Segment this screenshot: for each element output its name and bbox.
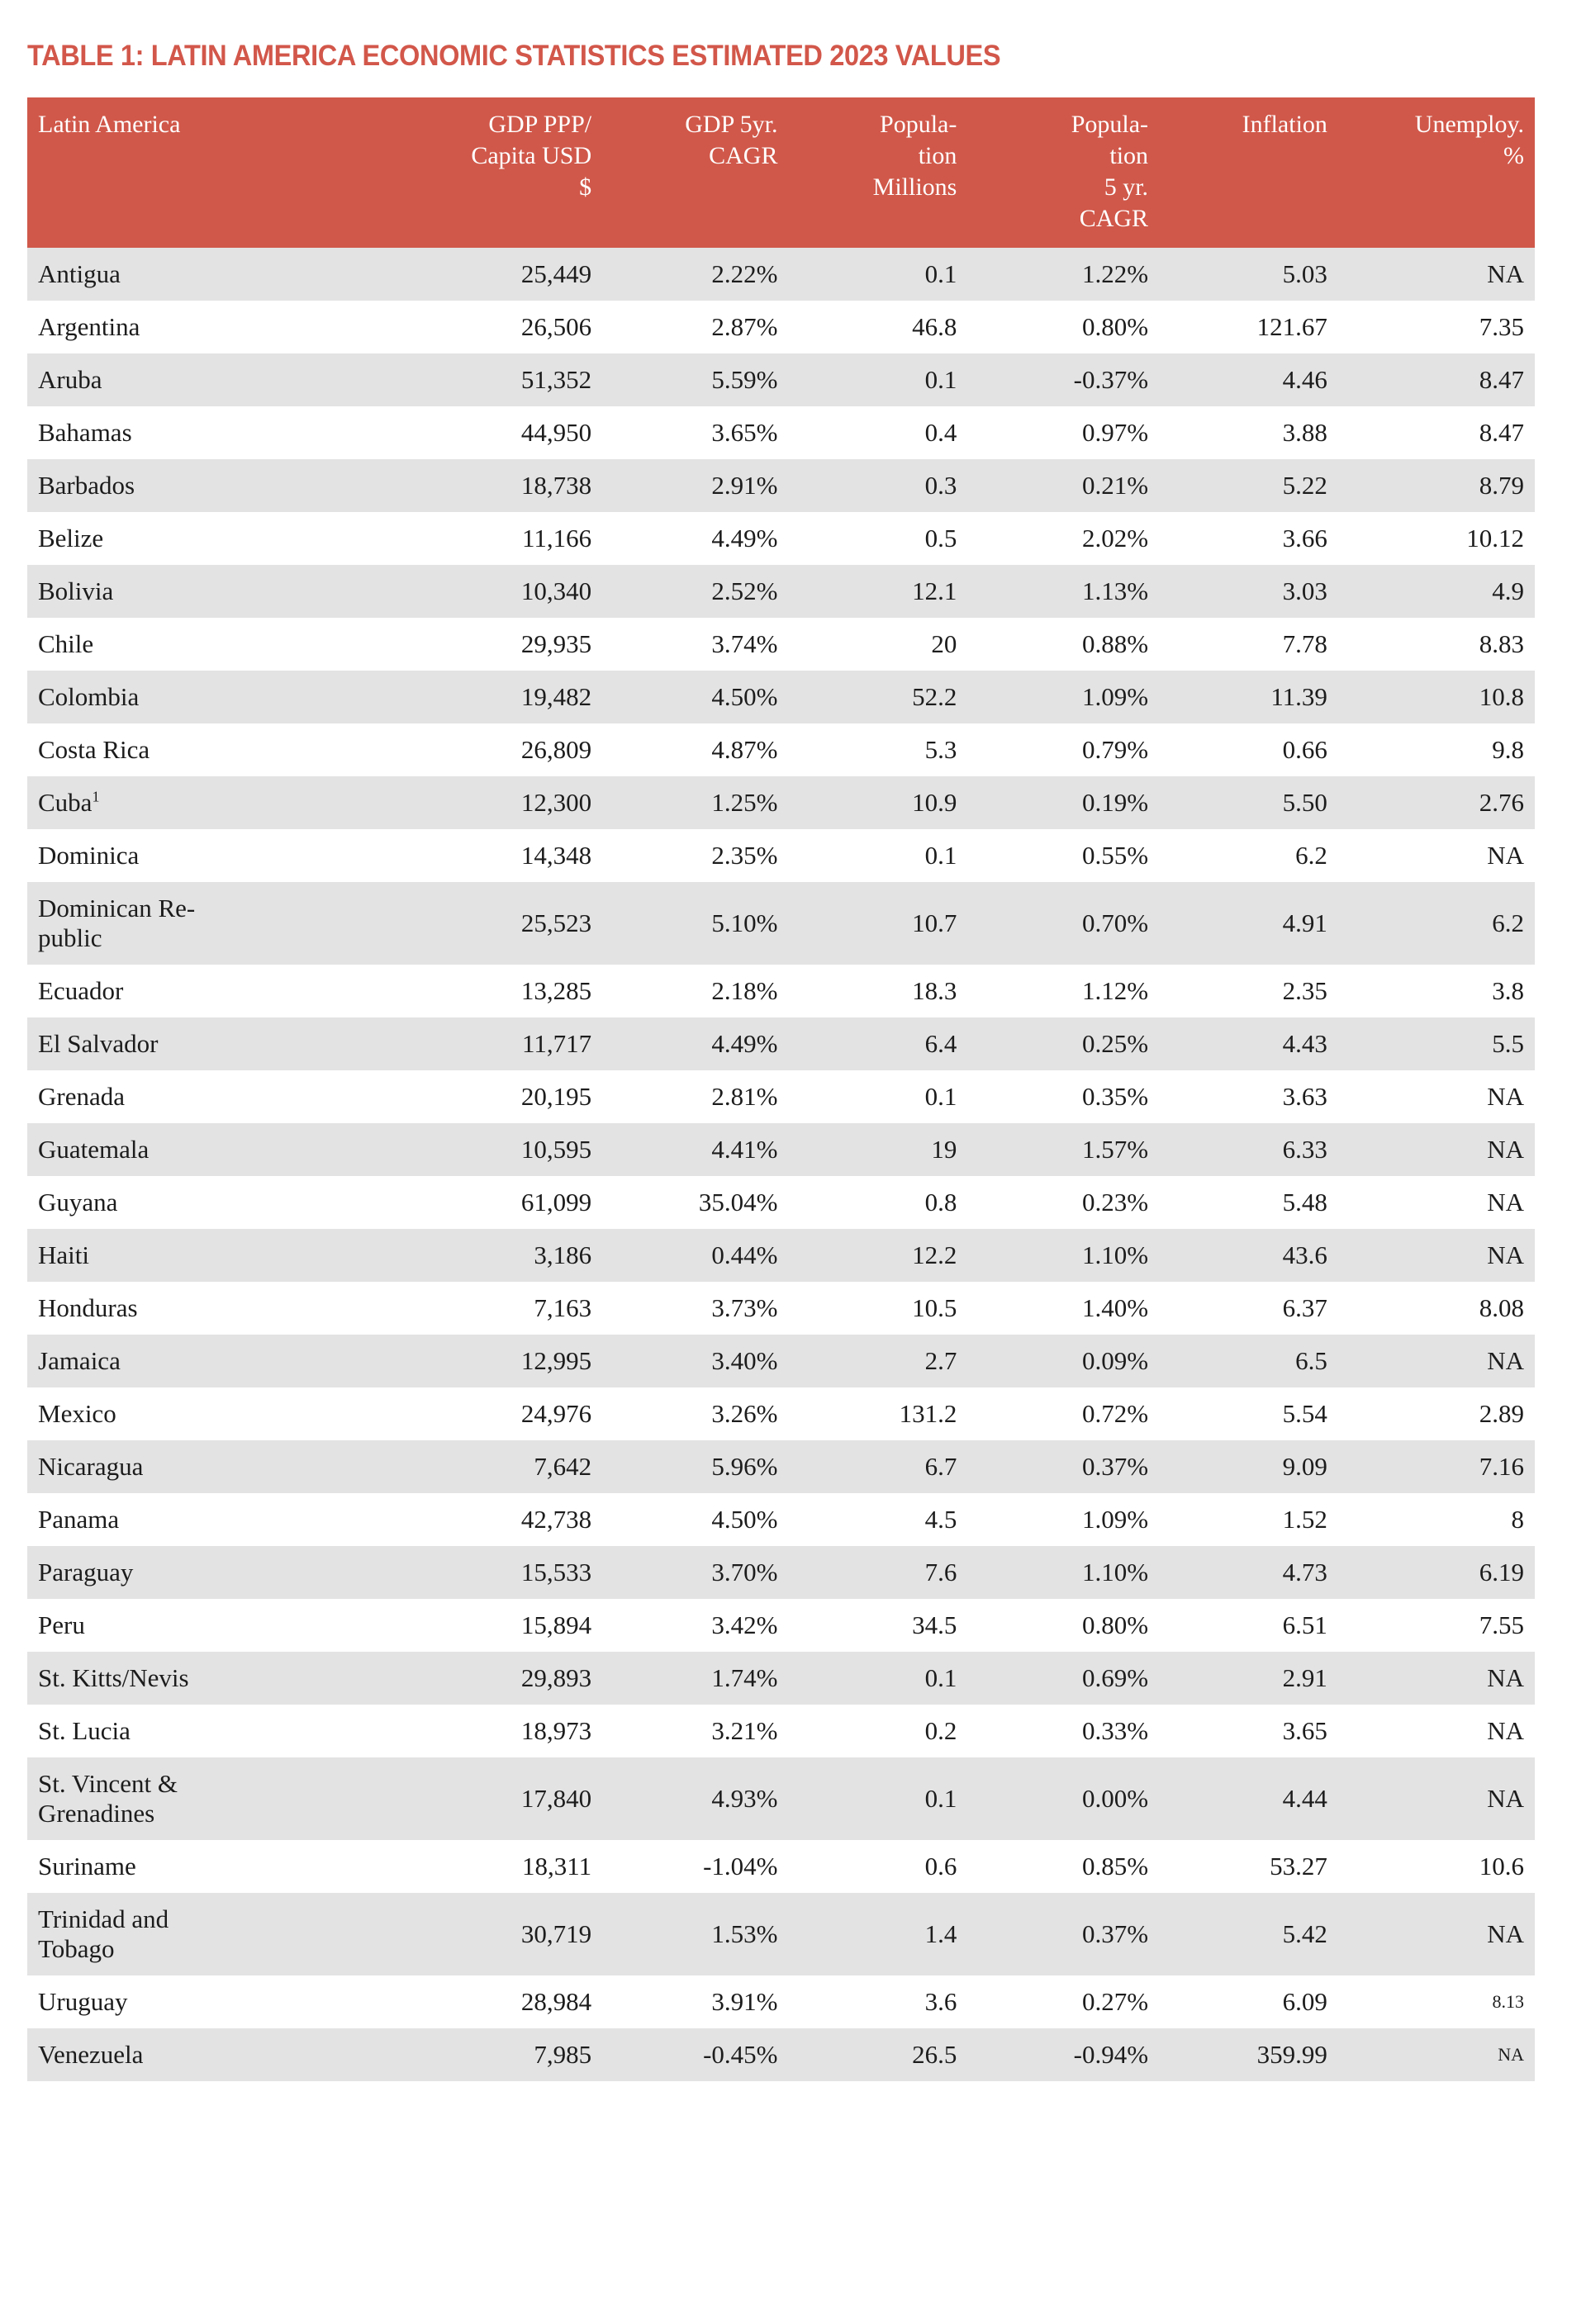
column-header-line: Capita USD <box>471 142 592 169</box>
table-row <box>27 353 1535 406</box>
table-row <box>27 1440 1535 1493</box>
cell-unemploy: 8.83 <box>1338 618 1535 671</box>
cell-unemploy: NA <box>1338 248 1535 301</box>
cell-pop_cagr: 0.97% <box>967 406 1159 459</box>
cell-pop_cagr: 0.85% <box>967 1840 1159 1893</box>
cell-gdp_ppp: 61,099 <box>377 1176 602 1229</box>
table-row <box>27 1070 1535 1123</box>
cell-gdp_ppp: 28,984 <box>377 1975 602 2028</box>
column-header-line: % <box>1503 142 1524 169</box>
cell-country: Belize <box>27 512 377 565</box>
table-row <box>27 882 1535 965</box>
table-row <box>27 1493 1535 1546</box>
cell-inflation: 5.54 <box>1159 1387 1338 1440</box>
cell-country: St. Vincent & Grenadines <box>27 1757 377 1840</box>
cell-gdp_ppp: 12,995 <box>377 1335 602 1387</box>
cell-pop: 0.2 <box>788 1705 967 1757</box>
table-row <box>27 1840 1535 1893</box>
cell-pop_cagr: 1.10% <box>967 1229 1159 1282</box>
column-header-line: 5 yr. <box>1104 173 1149 201</box>
table-row <box>27 618 1535 671</box>
cell-pop_cagr: 0.35% <box>967 1070 1159 1123</box>
cell-gdp_cagr: 3.42% <box>602 1599 788 1652</box>
cell-gdp_cagr: 4.87% <box>602 723 788 776</box>
cell-gdp_ppp: 10,340 <box>377 565 602 618</box>
cell-inflation: 53.27 <box>1159 1840 1338 1893</box>
cell-unemploy: NA <box>1338 1893 1535 1975</box>
cell-gdp_ppp: 51,352 <box>377 353 602 406</box>
cell-gdp_cagr: 3.73% <box>602 1282 788 1335</box>
table-row <box>27 829 1535 882</box>
cell-unemploy: 2.89 <box>1338 1387 1535 1440</box>
cell-pop: 10.7 <box>788 882 967 965</box>
cell-gdp_ppp: 24,976 <box>377 1387 602 1440</box>
cell-country: Guatemala <box>27 1123 377 1176</box>
cell-pop: 2.7 <box>788 1335 967 1387</box>
cell-inflation: 6.51 <box>1159 1599 1338 1652</box>
cell-unemploy: 8.08 <box>1338 1282 1535 1335</box>
cell-gdp_cagr: 4.41% <box>602 1123 788 1176</box>
cell-pop_cagr: -0.94% <box>967 2028 1159 2081</box>
cell-unemploy: 10.6 <box>1338 1840 1535 1893</box>
cell-gdp_cagr: 3.21% <box>602 1705 788 1757</box>
cell-gdp_ppp: 12,300 <box>377 776 602 829</box>
cell-pop: 3.6 <box>788 1975 967 2028</box>
column-header-line: Inflation <box>1242 111 1327 138</box>
cell-pop_cagr: 0.33% <box>967 1705 1159 1757</box>
cell-country: Costa Rica <box>27 723 377 776</box>
cell-gdp_ppp: 14,348 <box>377 829 602 882</box>
cell-gdp_cagr: 4.50% <box>602 671 788 723</box>
cell-inflation: 3.66 <box>1159 512 1338 565</box>
cell-gdp_cagr: 2.18% <box>602 965 788 1017</box>
table-header <box>27 97 1535 248</box>
cell-gdp_ppp: 15,533 <box>377 1546 602 1599</box>
cell-gdp_ppp: 11,166 <box>377 512 602 565</box>
cell-pop_cagr: 0.80% <box>967 301 1159 353</box>
cell-pop: 0.1 <box>788 1757 967 1840</box>
cell-inflation: 4.43 <box>1159 1017 1338 1070</box>
cell-gdp_cagr: -1.04% <box>602 1840 788 1893</box>
table-header-row <box>27 97 1535 248</box>
cell-pop_cagr: 1.09% <box>967 1493 1159 1546</box>
page-title: TABLE 1: LATIN AMERICA ECONOMIC STATISTICS ESTIMATED 2023 VALUES <box>27 40 1001 72</box>
cell-gdp_cagr: 4.93% <box>602 1757 788 1840</box>
cell-country: Cuba$^1$ <box>27 776 377 829</box>
cell-pop_cagr: 0.19% <box>967 776 1159 829</box>
cell-gdp_ppp: 15,894 <box>377 1599 602 1652</box>
column-header-pop <box>788 97 967 248</box>
cell-pop_cagr: 0.80% <box>967 1599 1159 1652</box>
column-header-line: Popula- <box>1071 111 1149 138</box>
cell-gdp_cagr: 2.52% <box>602 565 788 618</box>
cell-country: Chile <box>27 618 377 671</box>
cell-unemploy: NA <box>1338 2028 1535 2081</box>
cell-gdp_cagr: 4.49% <box>602 1017 788 1070</box>
cell-country: Colombia <box>27 671 377 723</box>
cell-gdp_ppp: 3,186 <box>377 1229 602 1282</box>
table-row <box>27 2028 1535 2081</box>
cell-unemploy: 2.76 <box>1338 776 1535 829</box>
cell-gdp_ppp: 10,595 <box>377 1123 602 1176</box>
cell-pop_cagr: 0.37% <box>967 1440 1159 1493</box>
cell-gdp_ppp: 26,809 <box>377 723 602 776</box>
cell-inflation: 0.66 <box>1159 723 1338 776</box>
cell-country: Dominican Re- public <box>27 882 377 965</box>
cell-pop_cagr: 0.88% <box>967 618 1159 671</box>
cell-gdp_ppp: 25,523 <box>377 882 602 965</box>
column-header-inflation <box>1159 97 1338 248</box>
column-header-gdp_cagr <box>602 97 788 248</box>
cell-pop_cagr: 2.02% <box>967 512 1159 565</box>
cell-unemploy: 8.47 <box>1338 353 1535 406</box>
cell-inflation: 43.6 <box>1159 1229 1338 1282</box>
cell-unemploy: 8.79 <box>1338 459 1535 512</box>
cell-pop: 12.1 <box>788 565 967 618</box>
column-header-line: Latin America <box>38 111 181 138</box>
cell-inflation: 6.09 <box>1159 1975 1338 2028</box>
cell-country: Dominica <box>27 829 377 882</box>
table-row <box>27 1123 1535 1176</box>
column-header-line: CAGR <box>709 142 778 169</box>
cell-unemploy: 9.8 <box>1338 723 1535 776</box>
cell-gdp_ppp: 19,482 <box>377 671 602 723</box>
cell-gdp_cagr: 3.74% <box>602 618 788 671</box>
column-header-line: Popula- <box>880 111 957 138</box>
cell-gdp_ppp: 17,840 <box>377 1757 602 1840</box>
cell-gdp_cagr: 1.25% <box>602 776 788 829</box>
cell-pop: 34.5 <box>788 1599 967 1652</box>
cell-gdp_ppp: 18,311 <box>377 1840 602 1893</box>
cell-inflation: 5.42 <box>1159 1893 1338 1975</box>
cell-inflation: 7.78 <box>1159 618 1338 671</box>
cell-country: Panama <box>27 1493 377 1546</box>
cell-country: Paraguay <box>27 1546 377 1599</box>
cell-pop_cagr: 0.09% <box>967 1335 1159 1387</box>
table-row <box>27 248 1535 301</box>
cell-gdp_ppp: 25,449 <box>377 248 602 301</box>
cell-inflation: 121.67 <box>1159 301 1338 353</box>
cell-pop_cagr: 0.23% <box>967 1176 1159 1229</box>
cell-unemploy: NA <box>1338 1335 1535 1387</box>
cell-gdp_ppp: 7,163 <box>377 1282 602 1335</box>
cell-gdp_cagr: 2.91% <box>602 459 788 512</box>
cell-unemploy: 6.2 <box>1338 882 1535 965</box>
cell-pop: 0.1 <box>788 829 967 882</box>
cell-pop: 0.8 <box>788 1176 967 1229</box>
cell-gdp_cagr: 3.40% <box>602 1335 788 1387</box>
cell-gdp_cagr: 2.22% <box>602 248 788 301</box>
cell-unemploy: 7.16 <box>1338 1440 1535 1493</box>
cell-pop: 52.2 <box>788 671 967 723</box>
cell-pop: 18.3 <box>788 965 967 1017</box>
table-row <box>27 1017 1535 1070</box>
cell-gdp_ppp: 11,717 <box>377 1017 602 1070</box>
cell-gdp_cagr: 2.81% <box>602 1070 788 1123</box>
table-row <box>27 512 1535 565</box>
table-row <box>27 406 1535 459</box>
cell-inflation: 3.63 <box>1159 1070 1338 1123</box>
cell-gdp_ppp: 44,950 <box>377 406 602 459</box>
table-row <box>27 1229 1535 1282</box>
cell-country: St. Lucia <box>27 1705 377 1757</box>
cell-gdp_cagr: 3.26% <box>602 1387 788 1440</box>
cell-pop: 0.1 <box>788 248 967 301</box>
cell-pop: 10.9 <box>788 776 967 829</box>
cell-gdp_cagr: 3.65% <box>602 406 788 459</box>
cell-pop: 12.2 <box>788 1229 967 1282</box>
cell-pop_cagr: 0.37% <box>967 1893 1159 1975</box>
table-row <box>27 1757 1535 1840</box>
cell-inflation: 11.39 <box>1159 671 1338 723</box>
cell-pop_cagr: 0.25% <box>967 1017 1159 1070</box>
cell-inflation: 1.52 <box>1159 1493 1338 1546</box>
cell-pop_cagr: 1.40% <box>967 1282 1159 1335</box>
cell-pop: 19 <box>788 1123 967 1176</box>
cell-pop: 0.1 <box>788 353 967 406</box>
cell-country: Argentina <box>27 301 377 353</box>
column-header-line: Millions <box>872 173 957 201</box>
cell-country: Haiti <box>27 1229 377 1282</box>
cell-pop: 0.5 <box>788 512 967 565</box>
cell-country: Mexico <box>27 1387 377 1440</box>
cell-unemploy: 10.8 <box>1338 671 1535 723</box>
cell-gdp_cagr: 5.96% <box>602 1440 788 1493</box>
cell-gdp_ppp: 7,642 <box>377 1440 602 1493</box>
cell-unemploy: NA <box>1338 1757 1535 1840</box>
cell-pop: 0.1 <box>788 1652 967 1705</box>
cell-unemploy: NA <box>1338 1070 1535 1123</box>
cell-country: Peru <box>27 1599 377 1652</box>
cell-gdp_cagr: 35.04% <box>602 1176 788 1229</box>
cell-inflation: 4.46 <box>1159 353 1338 406</box>
cell-pop: 6.4 <box>788 1017 967 1070</box>
column-header-line: $ <box>579 173 592 201</box>
cell-gdp_ppp: 29,893 <box>377 1652 602 1705</box>
cell-country: Ecuador <box>27 965 377 1017</box>
table-row <box>27 1546 1535 1599</box>
table-row <box>27 1387 1535 1440</box>
cell-inflation: 6.37 <box>1159 1282 1338 1335</box>
cell-pop: 26.5 <box>788 2028 967 2081</box>
cell-unemploy: 6.19 <box>1338 1546 1535 1599</box>
cell-gdp_ppp: 7,985 <box>377 2028 602 2081</box>
cell-pop: 131.2 <box>788 1387 967 1440</box>
cell-country: Venezuela <box>27 2028 377 2081</box>
cell-inflation: 6.2 <box>1159 829 1338 882</box>
table-row <box>27 1893 1535 1975</box>
cell-gdp_ppp: 20,195 <box>377 1070 602 1123</box>
cell-country: Bahamas <box>27 406 377 459</box>
table-row <box>27 1705 1535 1757</box>
cell-gdp_cagr: 2.35% <box>602 829 788 882</box>
cell-gdp_ppp: 26,506 <box>377 301 602 353</box>
cell-pop_cagr: 1.22% <box>967 248 1159 301</box>
cell-unemploy: NA <box>1338 1705 1535 1757</box>
cell-country: Trinidad and Tobago <box>27 1893 377 1975</box>
cell-pop_cagr: 1.13% <box>967 565 1159 618</box>
table-row <box>27 1652 1535 1705</box>
cell-gdp_ppp: 18,738 <box>377 459 602 512</box>
cell-inflation: 5.48 <box>1159 1176 1338 1229</box>
cell-pop: 6.7 <box>788 1440 967 1493</box>
economic-statistics-table <box>27 97 1535 2081</box>
table-row <box>27 301 1535 353</box>
cell-gdp_cagr: 5.10% <box>602 882 788 965</box>
cell-unemploy: NA <box>1338 829 1535 882</box>
cell-gdp_cagr: 1.53% <box>602 1893 788 1975</box>
cell-unemploy: NA <box>1338 1123 1535 1176</box>
cell-country: Antigua <box>27 248 377 301</box>
cell-gdp_cagr: 2.87% <box>602 301 788 353</box>
cell-pop_cagr: -0.37% <box>967 353 1159 406</box>
table-row <box>27 459 1535 512</box>
column-header-unemploy <box>1338 97 1535 248</box>
cell-pop: 0.1 <box>788 1070 967 1123</box>
column-header-country <box>27 97 377 248</box>
cell-inflation: 5.22 <box>1159 459 1338 512</box>
cell-country: Guyana <box>27 1176 377 1229</box>
column-header-line: tion <box>1109 142 1149 169</box>
cell-unemploy: 4.9 <box>1338 565 1535 618</box>
cell-unemploy: 8.13 <box>1338 1975 1535 2028</box>
cell-inflation: 2.35 <box>1159 965 1338 1017</box>
cell-pop_cagr: 0.70% <box>967 882 1159 965</box>
table-row <box>27 723 1535 776</box>
cell-unemploy: NA <box>1338 1652 1535 1705</box>
cell-pop_cagr: 0.79% <box>967 723 1159 776</box>
column-header-line: Unemploy. <box>1414 111 1524 138</box>
cell-unemploy: 7.55 <box>1338 1599 1535 1652</box>
cell-inflation: 359.99 <box>1159 2028 1338 2081</box>
table-row <box>27 965 1535 1017</box>
cell-pop: 7.6 <box>788 1546 967 1599</box>
cell-country: Jamaica <box>27 1335 377 1387</box>
table-row <box>27 1599 1535 1652</box>
cell-unemploy: NA <box>1338 1229 1535 1282</box>
cell-inflation: 4.44 <box>1159 1757 1338 1840</box>
column-header-line: tion <box>918 142 957 169</box>
cell-pop_cagr: 0.69% <box>967 1652 1159 1705</box>
column-header-line: GDP 5yr. <box>685 111 778 138</box>
cell-pop_cagr: 1.10% <box>967 1546 1159 1599</box>
cell-inflation: 2.91 <box>1159 1652 1338 1705</box>
cell-unemploy: 7.35 <box>1338 301 1535 353</box>
cell-gdp_cagr: 1.74% <box>602 1652 788 1705</box>
table-row <box>27 776 1535 829</box>
cell-pop_cagr: 1.12% <box>967 965 1159 1017</box>
cell-pop: 0.6 <box>788 1840 967 1893</box>
cell-country: Grenada <box>27 1070 377 1123</box>
cell-inflation: 5.03 <box>1159 248 1338 301</box>
cell-country: Barbados <box>27 459 377 512</box>
column-header-gdp_ppp <box>377 97 602 248</box>
cell-unemploy: 8.47 <box>1338 406 1535 459</box>
cell-unemploy: NA <box>1338 1176 1535 1229</box>
cell-inflation: 3.03 <box>1159 565 1338 618</box>
table-row <box>27 1975 1535 2028</box>
cell-gdp_ppp: 42,738 <box>377 1493 602 1546</box>
cell-pop_cagr: 1.09% <box>967 671 1159 723</box>
cell-country: Bolivia <box>27 565 377 618</box>
footnote-marker: 1 <box>92 788 100 805</box>
cell-gdp_ppp: 29,935 <box>377 618 602 671</box>
table-row <box>27 1176 1535 1229</box>
table-row <box>27 1335 1535 1387</box>
cell-unemploy: 8 <box>1338 1493 1535 1546</box>
table-row <box>27 1282 1535 1335</box>
cell-pop_cagr: 0.00% <box>967 1757 1159 1840</box>
cell-unemploy: 5.5 <box>1338 1017 1535 1070</box>
column-header-line: GDP PPP/ <box>488 111 592 138</box>
cell-gdp_cagr: -0.45% <box>602 2028 788 2081</box>
cell-country: Honduras <box>27 1282 377 1335</box>
cell-country: Suriname <box>27 1840 377 1893</box>
cell-pop_cagr: 1.57% <box>967 1123 1159 1176</box>
cell-country: El Salvador <box>27 1017 377 1070</box>
cell-inflation: 6.33 <box>1159 1123 1338 1176</box>
cell-gdp_cagr: 4.49% <box>602 512 788 565</box>
cell-country: Aruba <box>27 353 377 406</box>
cell-gdp_cagr: 0.44% <box>602 1229 788 1282</box>
cell-pop_cagr: 0.55% <box>967 829 1159 882</box>
cell-gdp_cagr: 3.70% <box>602 1546 788 1599</box>
cell-gdp_ppp: 18,973 <box>377 1705 602 1757</box>
cell-inflation: 4.73 <box>1159 1546 1338 1599</box>
cell-unemploy: 10.12 <box>1338 512 1535 565</box>
cell-pop: 5.3 <box>788 723 967 776</box>
cell-gdp_cagr: 5.59% <box>602 353 788 406</box>
cell-pop_cagr: 0.72% <box>967 1387 1159 1440</box>
cell-gdp_ppp: 13,285 <box>377 965 602 1017</box>
column-header-pop_cagr <box>967 97 1159 248</box>
cell-pop: 0.4 <box>788 406 967 459</box>
cell-unemploy: 3.8 <box>1338 965 1535 1017</box>
cell-pop_cagr: 0.27% <box>967 1975 1159 2028</box>
cell-pop: 46.8 <box>788 301 967 353</box>
cell-inflation: 9.09 <box>1159 1440 1338 1493</box>
cell-gdp_ppp: 30,719 <box>377 1893 602 1975</box>
cell-pop: 20 <box>788 618 967 671</box>
cell-pop: 4.5 <box>788 1493 967 1546</box>
cell-country: Uruguay <box>27 1975 377 2028</box>
cell-gdp_cagr: 4.50% <box>602 1493 788 1546</box>
cell-pop: 0.3 <box>788 459 967 512</box>
cell-pop: 10.5 <box>788 1282 967 1335</box>
cell-country: St. Kitts/Nevis <box>27 1652 377 1705</box>
cell-inflation: 3.65 <box>1159 1705 1338 1757</box>
cell-inflation: 6.5 <box>1159 1335 1338 1387</box>
cell-gdp_cagr: 3.91% <box>602 1975 788 2028</box>
cell-country: Nicaragua <box>27 1440 377 1493</box>
cell-inflation: 3.88 <box>1159 406 1338 459</box>
cell-inflation: 4.91 <box>1159 882 1338 965</box>
cell-pop_cagr: 0.21% <box>967 459 1159 512</box>
cell-pop: 1.4 <box>788 1893 967 1975</box>
cell-inflation: 5.50 <box>1159 776 1338 829</box>
column-header-line: CAGR <box>1079 205 1149 232</box>
table-row <box>27 671 1535 723</box>
table-body <box>27 248 1535 2081</box>
table-row <box>27 565 1535 618</box>
